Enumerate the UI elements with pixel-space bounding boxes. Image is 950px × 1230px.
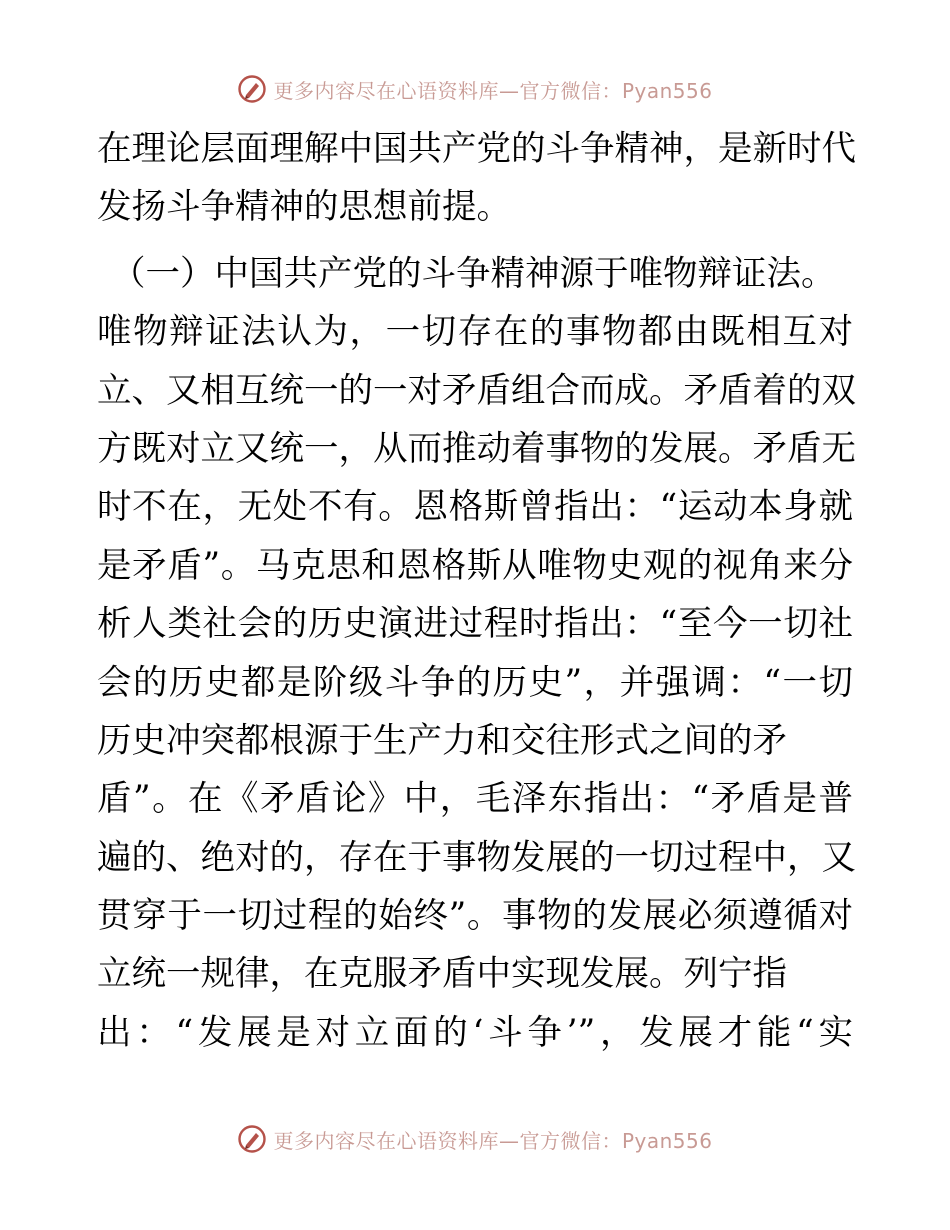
text-line: 出：“发展是对立面的‘斗争’”，发展才能“实 (97, 1012, 853, 1053)
paragraph-dialectics (97, 303, 856, 1062)
text-line: 立统一规律，在克服矛盾中实现发展。列宁指 (97, 954, 787, 995)
text-line: 发扬斗争精神的思想前提。 (97, 187, 511, 228)
text-line: 贯穿于一切过程的始终”。事物的发展必须遵循对 (97, 896, 853, 937)
watermark-text: 更多内容尽在心语资料库—官方微信：Pyan556 (273, 78, 713, 103)
text-line: 历史冲突都根源于生产力和交往形式之间的矛 (97, 720, 787, 761)
document-body (97, 120, 856, 1062)
text-line: 立、又相互统一的一对矛盾组合而成。矛盾着的双 (97, 370, 856, 411)
paragraph-intro (97, 120, 856, 237)
text-line: 会的历史都是阶级斗争的历史”，并强调：“一切 (97, 662, 853, 703)
text-line: 遍的、绝对的，存在于事物发展的一切过程中，又 (97, 837, 856, 878)
footer-watermark (0, 1124, 950, 1154)
text-line: 是矛盾”。马克思和恩格斯从唯物史观的视角来分 (97, 545, 853, 586)
text-line: 时不在，无处不有。恩格斯曾指出：“运动本身就 (97, 487, 853, 528)
text-line: 盾”。在《矛盾论》中，毛泽东指出：“矛盾是普 (97, 779, 853, 820)
text-line: 唯物辩证法认为，一切存在的事物都由既相互对 (97, 312, 853, 353)
text-line: 在理论层面理解中国共产党的斗争精神，是新时代 (97, 129, 856, 169)
text-line: 方既对立又统一，从而推动着事物的发展。矛盾无 (97, 428, 856, 469)
section-heading: （一）中国共产党的斗争精神源于唯物辩证法。 (111, 253, 836, 294)
pen-circle-icon (237, 74, 267, 104)
text-line: 析人类社会的历史演进过程时指出：“至今一切社 (97, 604, 853, 645)
pen-circle-icon (237, 1124, 267, 1154)
header-watermark (0, 74, 950, 104)
watermark-text: 更多内容尽在心语资料库—官方微信：Pyan556 (273, 1128, 713, 1153)
